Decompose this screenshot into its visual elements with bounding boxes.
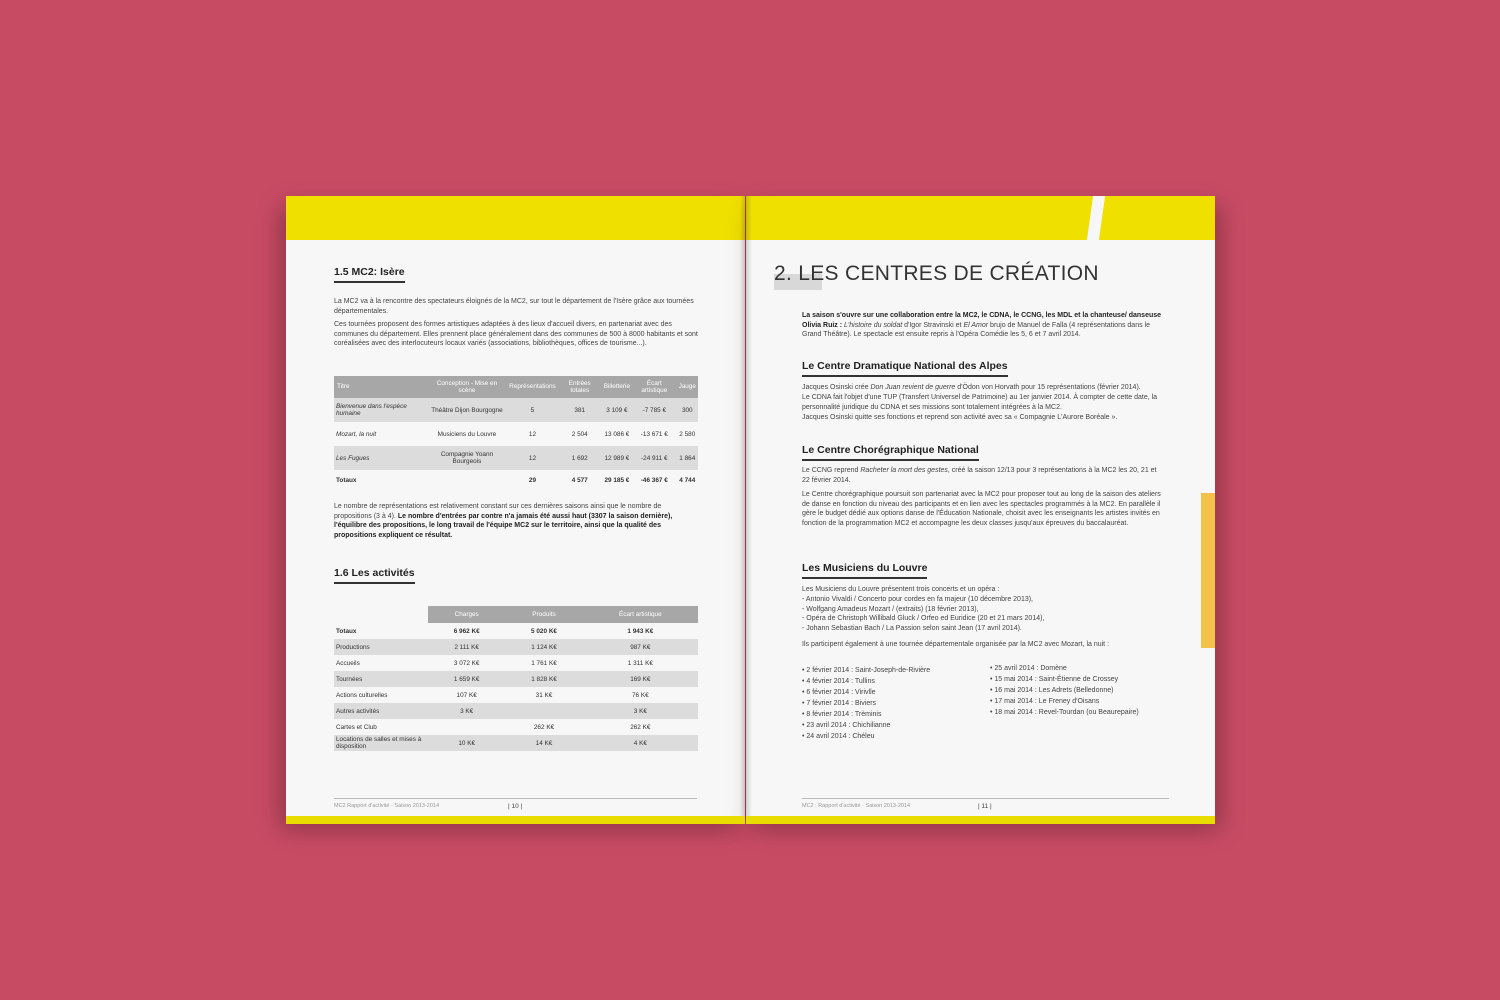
paragraph-tournees: Ces tournées proposent des formes artistiques adaptées à des lieux d'accueil divers, en partenariat avec des communes du département. Elles prennent place généralement dans des communes de 500 à 8000 habitants et sont coréalisées avec des interlocuteurs locaux variés (associations, bibliothèques, offices de tourisme...). [334,321,698,348]
list-item: - Antonio Vivaldi / Concerto pour cordes en fa majeur (10 décembre 2013), [802,596,1033,603]
intro-paragraph [802,311,1164,340]
cell: Théâtre Dijon Bourgogne [427,398,507,422]
cell: -46 367 € [640,476,668,484]
header-cell: Écart artistique [632,376,677,398]
list-item: • 6 février 2014 : Virivlle [802,689,876,696]
cell: 1 864 [677,446,698,470]
paragraph-results [334,502,698,540]
cell: 29 [528,476,536,484]
list-item: • 18 mai 2014 : Revel-Tourdan (ou Beaurepaire) [990,709,1139,716]
intro-work-1: L'histoire du soldat [844,321,903,329]
activities-table [334,606,698,751]
table-row [334,719,698,735]
cell-label: Totaux [336,627,357,635]
yellow-header-band [746,196,1215,240]
cell: -13 671 € [640,430,668,438]
cell: 2 580 [679,430,696,438]
cell: 3 109 € [602,398,632,422]
list-item: - Johann Sebastian Bach / La Passion selon saint Jean (17 avril 2014). [802,624,1022,632]
table-row [334,655,698,671]
section-heading-mc2-isere: 1.5 MC2: Isère [334,266,405,283]
cell-label: Productions [334,639,428,655]
cell: 3 K€ [428,703,505,719]
cell: 262 K€ [630,723,651,731]
cell: 4 K€ [583,735,698,751]
paragraph-cdna-1 [802,383,1168,393]
cell: Musiciens du Louvre [437,430,497,438]
list-item: • 4 février 2014 : Tullins [802,678,875,685]
paragraph-intro: La MC2 va à la rencontre des spectateurs éloignés de la MC2, sur tout le département de l'Isère grâce aux tournées départementales. [334,298,694,315]
cell: 76 K€ [631,691,649,699]
section-heading-activites: 1.6 Les activités [334,567,415,584]
cell: 12 989 € [602,446,632,470]
chapter-title-text: 2. LES CENTRES DE CRÉATION [774,262,1099,285]
yellow-header-band [286,196,745,240]
header-cell: Titre [334,376,427,398]
paragraph-cdna-3: Jacques Osinski quitte ses fonctions et reprend son activité avec sa « Compagnie L'Aurore Boréale ». [802,414,1118,421]
table-row [334,446,698,470]
header-cell: Jauge [677,376,698,398]
footer-text: MC2 : Rapport d'activité · Saison 2013-2014 [802,803,911,809]
cell: 14 K€ [505,735,582,751]
paragraph-results-bold: Le nombre d'entrées par contre n'a jamais été aussi haut (3307 la saison dernière), l'équilibre des propositions, le long travail de l'équipe MC2 sur le territoire, ainsi que la qualité des propositions expliquent ce résultat. [334,512,673,539]
list-item: • 16 mai 2014 : Les Adrets (Belledonne) [990,687,1114,694]
chapter-title [774,262,1099,286]
cell [505,703,582,719]
cell: 1 761 K€ [531,659,557,667]
performances-table [334,376,698,490]
cell: 31 K€ [535,691,553,699]
list-item: • 23 avril 2014 : Chichilianne [802,722,891,729]
table-row [334,639,698,655]
cell: 1 124 K€ [505,639,582,655]
cell: 107 K€ [456,691,477,699]
list-item: • 2 février 2014 : Saint-Joseph-de-Rivière [802,667,931,674]
table-row [334,735,698,751]
header-cell: Écart artistique [583,606,698,623]
tour-dates-column-2 [990,663,1180,718]
cell: 1 828 K€ [505,671,582,687]
intro-mid: d'Igor Stravinski et [904,321,962,329]
cdna-text-c: d'Ödon von Horvath pour 15 représentations (février 2014). [957,384,1141,391]
footer-text: MC2 Rapport d'activité · Saison 2013-2014 [334,803,439,809]
cell [428,719,505,735]
header-cell: Conception - Mise en scène [427,376,507,398]
performances-table-header [334,376,698,398]
cell: -7 785 € [632,398,677,422]
cell: 6 962 K€ [453,627,480,635]
paragraph-louvre-intro: Les Musiciens du Louvre présentent trois concerts et un opéra : [802,586,1000,593]
cell: 300 [677,398,698,422]
cell-label: Accueils [336,659,360,667]
cell-label: Locations de salles et mises à disposition [334,735,428,751]
cell: 12 [507,446,558,470]
list-item: • 17 mai 2014 : Le Freney d'Oisans [990,698,1100,705]
cell: 29 185 € [604,476,630,484]
table-row [334,422,698,446]
paragraph-ccn-1 [802,466,1162,485]
cell: 10 K€ [428,735,505,751]
tour-dates-column-1 [802,665,987,742]
cell-label: Actions culturelles [336,691,388,699]
ccn-work: Racheter la mort des gestes [860,467,948,474]
cell-label: Tournées [334,671,428,687]
cdna-work: Don Juan revient de guerre [870,384,956,391]
list-item: - Opéra de Christoph Willibald Gluck / Orfeo ed Euridice (20 et 21 mars 2014), [802,615,1045,623]
intro-rest: brujo de Manuel de Falla (4 représentations dans le Grand Théâtre). Le spectacle est ensuite repris à l'Opéra Comédie les 5, 6 et 7 avril 2014. [802,321,1150,339]
right-page-yellow-edge [746,816,1215,824]
cell [427,470,507,490]
cell: 5 020 K€ [531,627,557,635]
heading-louvre: Les Musiciens du Louvre [802,562,927,579]
cell-title: Bienvenue dans l'espèce humaine [334,398,427,422]
cell: 262 K€ [533,723,555,731]
list-item: • 15 mai 2014 : Saint-Étienne de Crossey [990,676,1119,683]
cell: -24 911 € [632,446,677,470]
paragraph-louvre-tour: Ils participent également à une tournée départementale organisée par la MC2 avec Mozart, la nuit : [802,641,1110,648]
table-total-row [334,470,698,490]
cell: 4 744 [679,476,696,484]
cell: 3 072 K€ [453,659,480,667]
right-page [746,196,1215,820]
heading-cdna: Le Centre Dramatique National des Alpes [802,360,1008,377]
ccn-text-a: Le CCNG reprend [802,467,859,474]
cell-title: Mozart, la nuit [336,430,377,438]
louvre-program-list [802,595,1164,633]
cell: 12 [528,430,536,438]
paragraph-ccn-2: Le Centre chorégraphique poursuit son partenariat avec la MC2 pour proposer tout au long de la saison des ateliers de danse en fonction du niveau des participants et en lien avec les spectacles programmés à la MC2. En parallèle il gère le budget dédié aux options danse de l'Éducation Nationale, choisit avec les enseignants les artistes invités en fonction de la programmation MC2 et accompagne les deux classes jusqu'aux épreuves du baccalauréat. [802,491,1161,527]
header-cell: Représentations [507,376,558,398]
cell: 2 111 K€ [428,639,505,655]
cell: 169 K€ [583,671,698,687]
left-page-yellow-edge [286,816,745,824]
header-cell: Entrées totales [558,376,602,398]
heading-ccn: Le Centre Chorégraphique National [802,444,979,461]
left-page [286,196,745,820]
paragraph-cdna-2: Le CDNA fait l'objet d'une TUP (Transfert Universel de Patrimoine) au 1er janvier 2014. À compter de cette date, la personnalité juridique du CDNA et ses missions sont totalement intégrées à la MC2. [802,394,1158,411]
header-cell: Produits [505,606,582,623]
section-side-tab [1201,493,1215,648]
intro-work-2: El Amor [963,321,989,329]
list-item: • 7 février 2014 : Biviers [802,700,877,707]
cell-title: Les Fugues [334,446,427,470]
table-row [334,671,698,687]
book-spine-shadow [740,196,752,820]
list-item: - Wolfgang Amadeus Mozart / (extraits) (18 février 2013), [802,605,979,613]
ccn-text-c: , créé la saison 12/13 pour 3 représentations à la MC2 les 20, 21 et 22 février 2014. [802,467,1157,484]
cell: 1 311 K€ [627,659,653,667]
list-item: • 8 février 2014 : Trèminis [802,711,882,718]
footer-rule [334,798,697,799]
activities-table-header [334,606,698,623]
cell: 5 [507,398,558,422]
table-row [334,398,698,422]
cell: 2 504 [571,430,588,438]
cell: 381 [558,398,602,422]
cell-title: Totaux [336,476,357,484]
cdna-text-a: Jacques Osinski crée [802,384,869,391]
list-item: • 24 avril 2014 : Chéleu [802,733,875,740]
paragraph-results-plain: Le nombre de représentations est relativement constant sur ces dernières saisons ainsi que le nombre de propositions (3 à 4). [334,503,662,520]
header-cell: Billetterie [602,376,632,398]
cell: 3 K€ [583,703,698,719]
table-total-row [334,623,698,639]
cell-label: Cartes et Club [336,723,377,731]
page-number: | 11 | [978,803,992,810]
cell: 1 943 K€ [627,627,654,635]
cell: 13 086 € [604,430,630,438]
cell: 4 577 [571,476,588,484]
table-row [334,687,698,703]
cell-label: Autres activités [334,703,428,719]
cell: 1 692 [558,446,602,470]
intro-bold: La saison s'ouvre sur une collaboration entre la MC2, le CDNA, le CCNG, les MDL et la chanteuse/ danseuse Olivia Ruiz : [802,312,1162,329]
cell: Compagnie Yoann Bourgeois [427,446,507,470]
header-cell-empty [334,606,428,623]
footer-rule [802,798,1169,799]
list-item: • 25 avril 2014 : Domène [990,665,1067,672]
page-number: | 10 | [508,803,523,810]
cell: 987 K€ [583,639,698,655]
table-row [334,703,698,719]
header-cell: Charges [428,606,505,623]
cell: 1 659 K€ [428,671,505,687]
